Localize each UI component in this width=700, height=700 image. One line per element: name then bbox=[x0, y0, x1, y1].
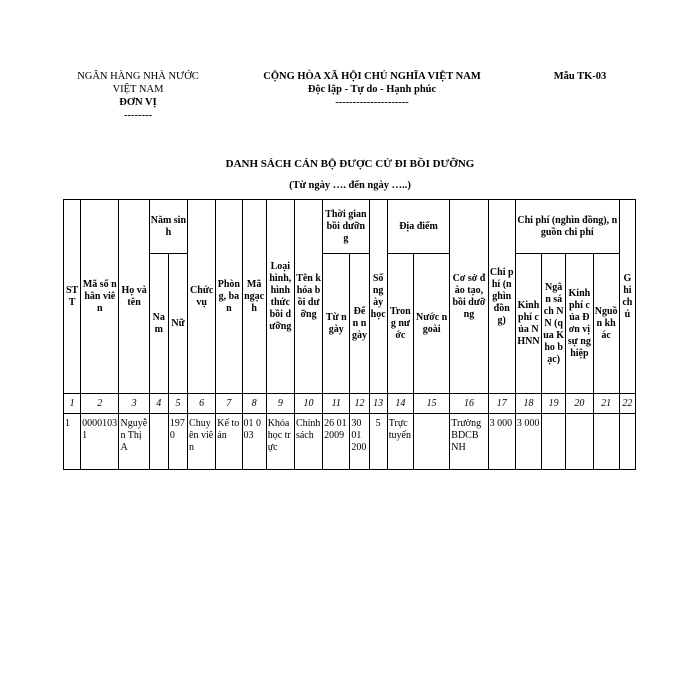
column-number: 11 bbox=[323, 394, 350, 414]
cell-male bbox=[149, 414, 168, 470]
cell-employee-id: 00001031 bbox=[81, 414, 119, 470]
col-header-notes: Ghi chú bbox=[619, 200, 635, 394]
table-row bbox=[64, 414, 636, 470]
column-number: 13 bbox=[369, 394, 387, 414]
column-number-row bbox=[64, 394, 636, 414]
column-number: 20 bbox=[566, 394, 593, 414]
column-number: 22 bbox=[619, 394, 635, 414]
col-header-employee-id: Mã số nhân viên bbox=[81, 200, 119, 394]
col-header-course-name: Tên khóa bồi dưỡng bbox=[294, 200, 322, 394]
column-number: 9 bbox=[266, 394, 294, 414]
column-number: 5 bbox=[168, 394, 187, 414]
cell-abroad bbox=[413, 414, 449, 470]
staff-training-table bbox=[63, 199, 636, 470]
col-header-days: Số ngày học bbox=[369, 200, 387, 394]
cell-training-type: Khóa học trực bbox=[266, 414, 294, 470]
issuing-agency bbox=[58, 70, 218, 122]
col-header-unit-funding: Kinh phí của Đơn vị sự nghiệp bbox=[566, 254, 593, 394]
cell-sbv-funding: 3 000 bbox=[515, 414, 541, 470]
col-header-cost: Chi phí (nghìn đồng) bbox=[488, 200, 515, 394]
cell-full-name: Nguyễn Thị A bbox=[119, 414, 149, 470]
col-header-male: Nam bbox=[149, 254, 168, 394]
cell-cost: 3 000 bbox=[488, 414, 515, 470]
cell-stt: 1 bbox=[64, 414, 81, 470]
column-number: 4 bbox=[149, 394, 168, 414]
motto-rule: --------------------- bbox=[335, 97, 409, 108]
col-header-female: Nữ bbox=[168, 254, 187, 394]
column-number: 1 bbox=[64, 394, 81, 414]
unit-rule: -------- bbox=[124, 110, 152, 121]
cell-to-date: 30 01 200 bbox=[350, 414, 369, 470]
agency-name-line1: NGÂN HÀNG NHÀ NƯỚC bbox=[77, 71, 199, 82]
col-header-sbv-funding: Kinh phí của NHNN bbox=[515, 254, 541, 394]
column-number: 18 bbox=[515, 394, 541, 414]
column-number: 10 bbox=[294, 394, 322, 414]
cell-institution: Trường BDCB NH bbox=[450, 414, 488, 470]
col-header-birth-year: Năm sinh bbox=[149, 200, 187, 254]
col-header-department: Phòng, ban bbox=[216, 200, 242, 394]
column-number: 16 bbox=[450, 394, 488, 414]
cell-position: Chuyên viên bbox=[188, 414, 216, 470]
col-header-cost-source: Chi phí (nghìn đồng), nguồn chi phí bbox=[515, 200, 619, 254]
header-row-2 bbox=[64, 254, 636, 394]
column-number: 14 bbox=[387, 394, 413, 414]
col-header-position: Chức vụ bbox=[188, 200, 216, 394]
cell-days: 5 bbox=[369, 414, 387, 470]
cell-from-date: 26 01 2009 bbox=[323, 414, 350, 470]
col-header-training-period: Thời gian bồi dưỡng bbox=[323, 200, 369, 254]
column-number: 21 bbox=[593, 394, 619, 414]
header-row-1 bbox=[64, 200, 636, 254]
agency-name-line2: VIỆT NAM bbox=[112, 84, 164, 95]
column-number: 15 bbox=[413, 394, 449, 414]
col-header-training-type: Loại hình, hình thức bồi dưỡng bbox=[266, 200, 294, 394]
col-header-rank-code: Mã ngạch bbox=[242, 200, 266, 394]
document-title: DANH SÁCH CÁN BỘ ĐƯỢC CỬ ĐI BỒI DƯỠNG bbox=[225, 158, 475, 170]
col-header-stt: STT bbox=[64, 200, 81, 394]
col-header-institution: Cơ sở đào tạo, bồi dưỡng bbox=[450, 200, 488, 394]
form-code: Mẫu TK-03 bbox=[553, 71, 607, 82]
nation-name: CỘNG HÒA XÃ HỘI CHỦ NGHĨA VIỆT NAM bbox=[263, 71, 481, 82]
col-header-state-budget: Ngân sách NN (qua Kho bạc) bbox=[542, 254, 566, 394]
cell-unit-funding bbox=[566, 414, 593, 470]
cell-state-budget bbox=[542, 414, 566, 470]
column-number: 12 bbox=[350, 394, 369, 414]
col-header-other-source: Nguồn khác bbox=[593, 254, 619, 394]
col-header-from-date: Từ ngày bbox=[323, 254, 350, 394]
column-number: 2 bbox=[81, 394, 119, 414]
cell-department: Kế toán bbox=[216, 414, 242, 470]
document-subtitle: (Từ ngày …. đến ngày …..) bbox=[289, 180, 411, 191]
column-number: 19 bbox=[542, 394, 566, 414]
cell-rank-code: 01 003 bbox=[242, 414, 266, 470]
cell-female: 1970 bbox=[168, 414, 187, 470]
column-number: 6 bbox=[188, 394, 216, 414]
col-header-domestic: Trong nước bbox=[387, 254, 413, 394]
unit-label: ĐƠN VỊ bbox=[119, 97, 157, 108]
column-number: 17 bbox=[488, 394, 515, 414]
motto: Độc lập - Tự do - Hạnh phúc bbox=[307, 84, 437, 95]
cell-domestic: Trực tuyến bbox=[387, 414, 413, 470]
col-header-location: Địa điểm bbox=[387, 200, 450, 254]
col-header-full-name: Họ và tên bbox=[119, 200, 149, 394]
cell-course-name: Chính sách bbox=[294, 414, 322, 470]
national-heading bbox=[232, 70, 512, 109]
column-number: 7 bbox=[216, 394, 242, 414]
column-number: 3 bbox=[119, 394, 149, 414]
column-number: 8 bbox=[242, 394, 266, 414]
cell-other-source bbox=[593, 414, 619, 470]
col-header-abroad: Nước ngoài bbox=[413, 254, 449, 394]
cell-notes bbox=[619, 414, 635, 470]
col-header-to-date: Đến ngày bbox=[350, 254, 369, 394]
